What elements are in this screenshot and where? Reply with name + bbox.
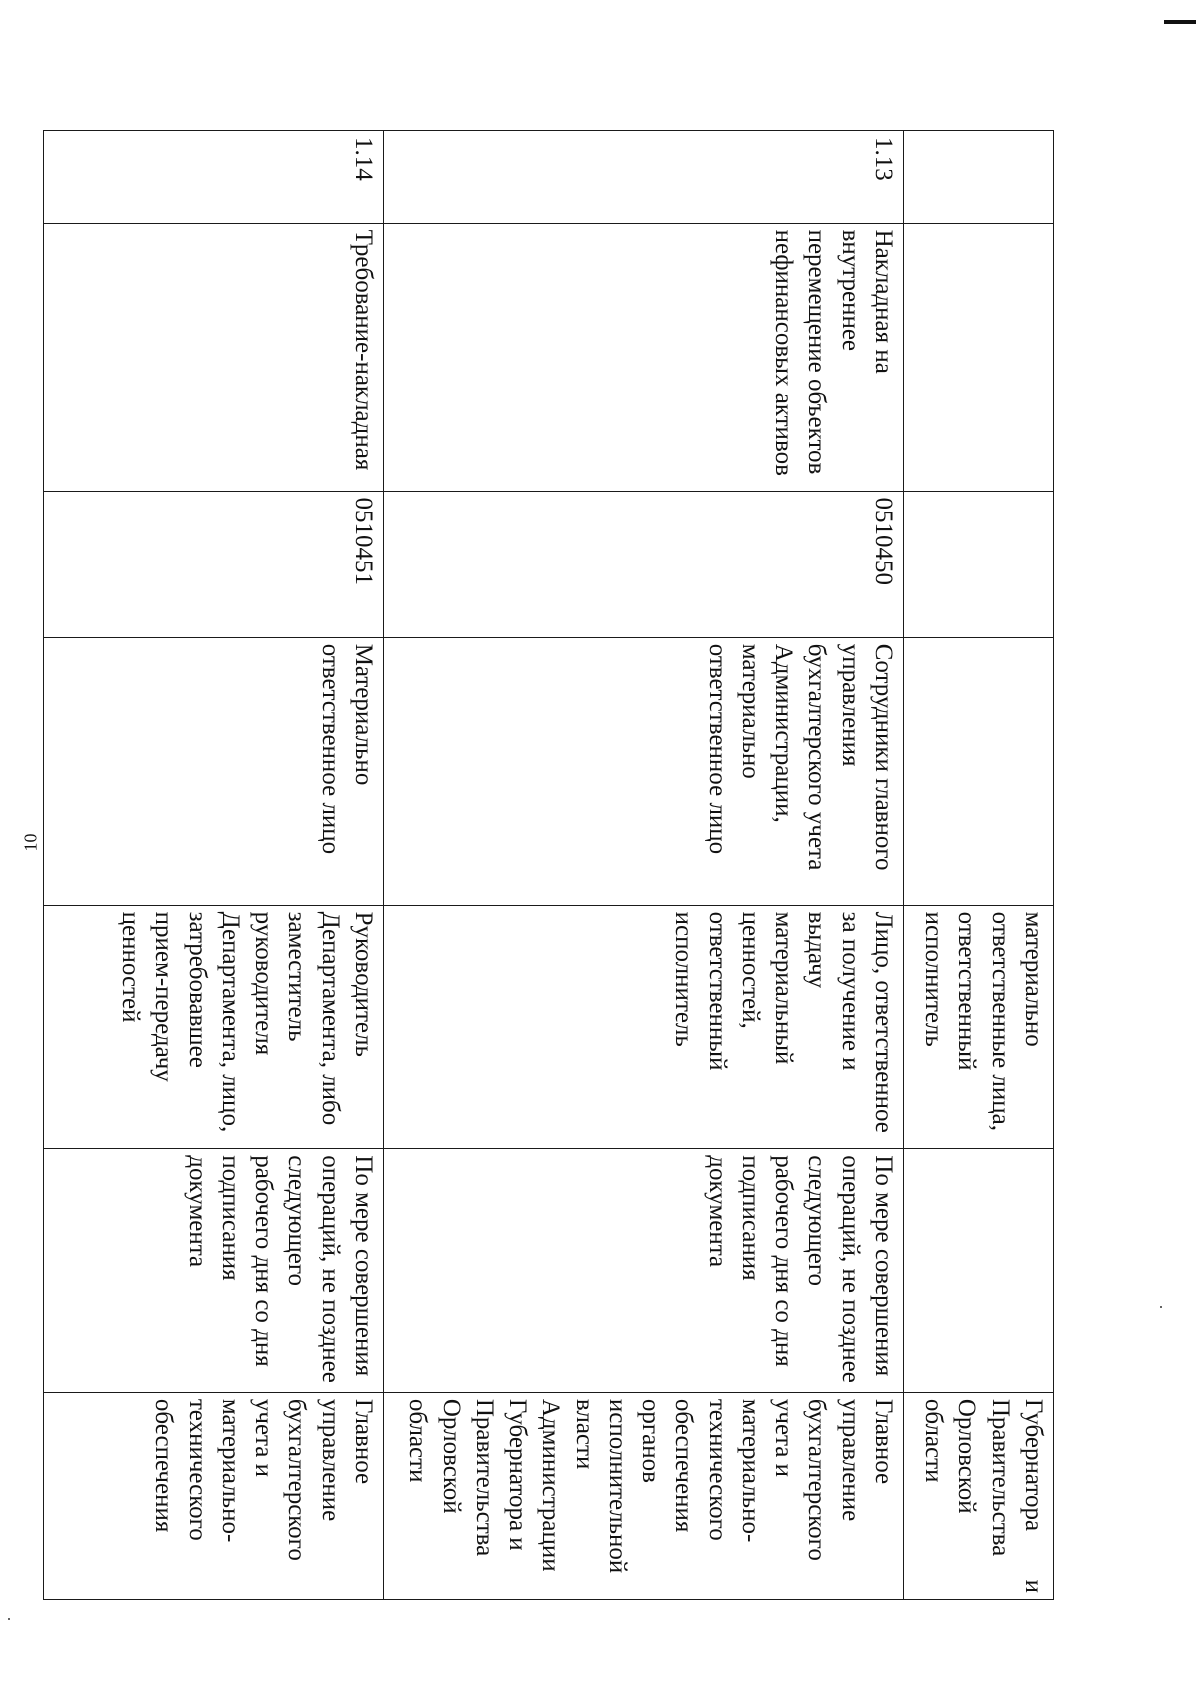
recipient-text: Главное управление бухгалтерского учета и материально-технического обеспечения органов исполнительной власти Администрации Губернатора и Правительства Орловской области: [404, 1398, 897, 1574]
cell-form-code: 0510450: [384, 491, 904, 637]
recipient-first-line: Губернатора и: [1020, 1398, 1047, 1593]
cell-signer: материально ответственные лица, ответственный исполнитель: [904, 905, 1054, 1149]
cell-form-code: 0510451: [44, 491, 384, 637]
cell-recipient: [904, 1392, 1054, 1599]
cell-document-name: Требование-накладная: [44, 223, 384, 491]
cell-document-name: Накладная на внутреннее перемещение объектов нефинансовых активов: [384, 223, 904, 491]
cell-term: По мере совершения операций, не позднее следующего рабочего дня со дня подписания документа: [384, 1149, 904, 1393]
table-row: [904, 131, 1054, 1600]
document-table: [43, 130, 1054, 1600]
cell-recipient: [44, 1392, 384, 1599]
cell-num: 1.13: [384, 131, 904, 224]
cell-signer: Лицо, ответственное за получение и выдачу материальный ценностей, ответственный исполнитель: [384, 905, 904, 1149]
cell-term: По мере совершения операций, не позднее следующего рабочего дня со дня подписания документа: [44, 1149, 384, 1393]
recipient-text: Правительства Орловской области: [920, 1398, 1014, 1557]
cell-num: [904, 131, 1054, 224]
cell-signer: Руководитель Департамента, либо заместитель руководителя Департамента, лицо, затребовавшее прием-передачу ценностей: [44, 905, 384, 1149]
cell-term: [904, 1149, 1054, 1393]
cell-creator: Материально ответственное лицо: [44, 637, 384, 905]
cell-form-code: [904, 491, 1054, 637]
cell-recipient: [384, 1392, 904, 1599]
scan-speck: [1160, 1306, 1162, 1308]
corner-dash-mark: [1164, 20, 1196, 24]
cell-num: 1.14: [44, 131, 384, 224]
page-number: 10: [20, 833, 41, 852]
cell-creator: Сотрудники главного управления бухгалтерского учета Администрации, материально ответственное лицо: [384, 637, 904, 905]
rotated-table-sheet: [44, 130, 1054, 1600]
table-row: [384, 131, 904, 1600]
cell-document-name: [904, 223, 1054, 491]
recipient-text: Главное управление бухгалтерского учета и материально-технического обеспечения: [150, 1398, 377, 1561]
scan-speck: [8, 1618, 10, 1620]
table-row: [44, 131, 384, 1600]
cell-creator: [904, 637, 1054, 905]
